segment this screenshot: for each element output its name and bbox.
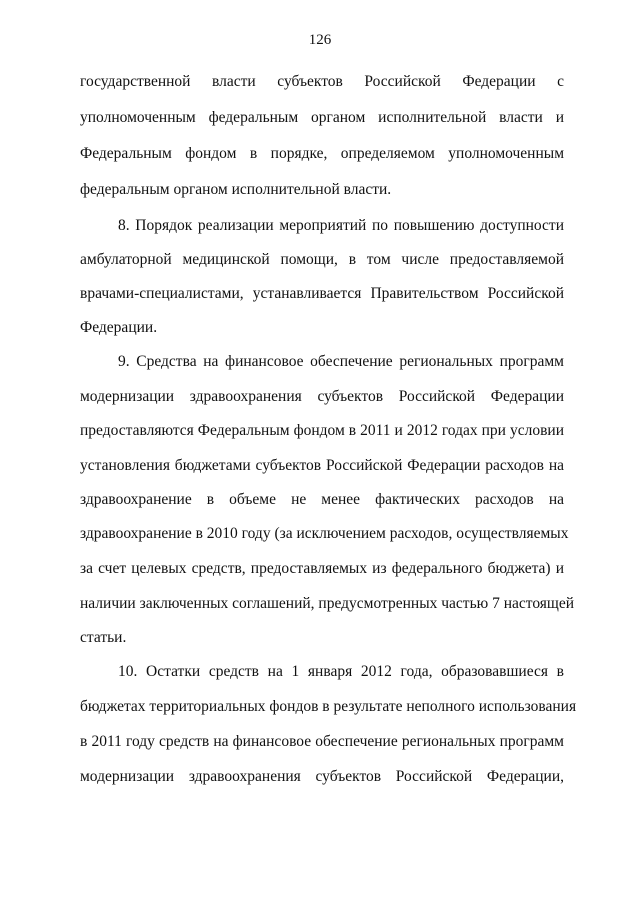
paragraph-3-line-9: статьи. (80, 629, 127, 646)
paragraph-3-line-7: за счет целевых средств, предоставляемых из федерального бюджета) и (80, 560, 564, 577)
paragraph-3-line-2: модернизации здравоохранения субъектов Российской Федерации (80, 388, 564, 405)
paragraph-3-line-1: 9. Средства на финансовое обеспечение региональных программ (118, 353, 564, 370)
page-number: 126 (308, 32, 332, 48)
paragraph-1-line-2: уполномоченным федеральным органом исполнительной власти и (80, 109, 564, 126)
paragraph-2-line-2: амбулаторной медицинской помощи, в том числе предоставляемой (80, 251, 564, 268)
paragraph-1-line-4: федеральным органом исполнительной власти. (80, 181, 392, 198)
paragraph-3-line-4: установления бюджетами субъектов Российской Федерации расходов на (80, 457, 564, 474)
paragraph-3-line-5: здравоохранение в объеме не менее фактических расходов на (80, 491, 564, 508)
paragraph-2-line-4: Федерации. (80, 319, 158, 336)
paragraph-4-line-1: 10. Остатки средств на 1 января 2012 года, образовавшиеся в (118, 663, 564, 680)
paragraph-4-line-3: в 2011 году средств на финансовое обеспечение региональных программ (80, 733, 564, 750)
paragraph-1-line-3: Федеральным фондом в порядке, определяемом уполномоченным (80, 145, 564, 162)
paragraph-1-line-1: государственной власти субъектов Российской Федерации с (80, 73, 564, 90)
paragraph-4-line-4: модернизации здравоохранения субъектов Российской Федерации, (80, 768, 564, 785)
paragraph-2-line-1: 8. Порядок реализации мероприятий по повышению доступности (118, 217, 564, 234)
paragraph-4-line-2: бюджетах территориальных фондов в результате неполного использования (80, 698, 577, 715)
paragraph-3-line-3: предоставляются Федеральным фондом в 2011 и 2012 годах при условии (80, 422, 564, 439)
paragraph-2-line-3: врачами-специалистами, устанавливается Правительством Российской (80, 285, 564, 302)
paragraph-3-line-6: здравоохранение в 2010 году (за исключением расходов, осуществляемых (80, 525, 569, 542)
paragraph-3-line-8: наличии заключенных соглашений, предусмотренных частью 7 настоящей (80, 595, 575, 612)
